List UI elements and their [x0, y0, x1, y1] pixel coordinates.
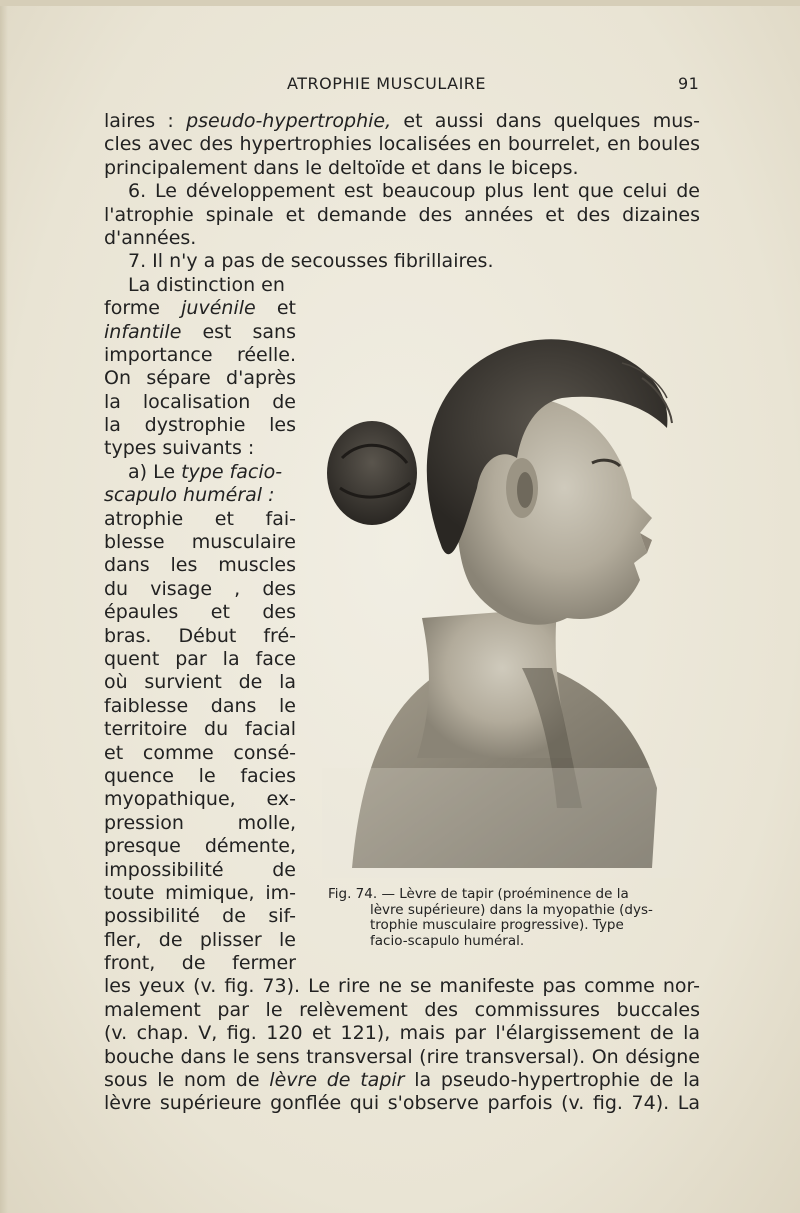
text-line: les yeux (v. fig. 73). Le rire ne se manifeste pas comme nor- — [104, 975, 700, 998]
page-edge-shadow — [0, 0, 8, 1213]
text-line: La distinction en — [128, 273, 285, 296]
text-line: cles avec des hypertrophies localisées en bourrelet, en boules — [104, 133, 700, 156]
caption-line: lèvre supérieure) dans la myopathie (dys- — [370, 901, 653, 918]
text-line: scapulo huméral : — [104, 484, 275, 507]
text-line: presque démente, — [104, 835, 296, 858]
text-line: quent par la face — [104, 647, 296, 670]
text-line: sous le nom de lèvre de tapir la pseudo-hypertrophie de la — [104, 1069, 700, 1092]
text-line: possibilité de sif- — [104, 905, 296, 928]
text-line: la dystrophie les — [104, 414, 296, 437]
caption-line: trophie musculaire progressive). Type — [370, 917, 624, 933]
text-line: front, de fermer — [104, 952, 296, 975]
text-line: impossibilité de — [104, 858, 296, 881]
text-line: et comme consé- — [104, 741, 296, 764]
text-line: myopathique, ex- — [104, 788, 296, 811]
text-line: fler, de plisser le — [104, 928, 296, 951]
text-line: forme juvénile et — [104, 297, 296, 320]
text-line: territoire du facial — [104, 718, 296, 741]
text-line: épaules et des — [104, 601, 296, 624]
text-line: atrophie et fai- — [104, 507, 296, 530]
text-line: pression molle, — [104, 811, 296, 834]
text-line: la localisation de — [104, 390, 296, 413]
page-header — [0, 74, 800, 98]
text-line: où survient de la — [104, 671, 296, 694]
text-line: bouche dans le sens transversal (rire transversal). On désigne — [104, 1045, 700, 1068]
running-title: ATROPHIE MUSCULAIRE — [287, 74, 487, 93]
patient-profile-illustration — [322, 288, 700, 878]
text-line: d'années. — [104, 226, 197, 249]
caption-line: facio-scapulo huméral. — [370, 932, 525, 949]
text-line: l'atrophie spinale et demande des années et des dizaines — [104, 203, 700, 226]
page-number: 91 — [678, 74, 700, 93]
text-line: principalement dans le deltoïde et dans le biceps. — [104, 156, 579, 179]
text-line: laires : pseudo-hypertrophie, et aussi dans quelques mus- — [104, 110, 700, 132]
text-line: faiblesse dans le — [104, 694, 296, 717]
text-line: types suivants : — [104, 437, 255, 460]
text-line: du visage , des — [104, 577, 296, 600]
text-line: importance réelle. — [104, 343, 296, 366]
text-line: a) Le type facio- — [128, 460, 283, 483]
text-line: 6. Le développement est beaucoup plus lent que celui de — [128, 180, 700, 203]
text-line: bras. Début fré- — [104, 624, 296, 647]
page-top-edge — [0, 0, 800, 6]
text-line: dans les muscles — [104, 554, 296, 577]
text-line: lèvre supérieure gonflée qui s'observe parfois (v. fig. 74). La — [104, 1092, 700, 1115]
text-line: infantile est sans — [104, 320, 296, 343]
text-line: On sépare d'après — [104, 367, 296, 390]
text-line: 7. Il n'y a pas de secousses fibrillaires. — [128, 250, 494, 273]
text-line: (v. chap. V, fig. 120 et 121), mais par l'élargissement de la — [104, 1022, 700, 1045]
caption-line: Fig. 74. — Lèvre de tapir (proéminence de la — [328, 886, 629, 902]
text-line: malement par le relèvement des commissures buccales — [104, 998, 700, 1021]
text-line: blesse musculaire — [104, 531, 296, 554]
text-line: quence le facies — [104, 764, 296, 787]
figure-photograph — [322, 288, 700, 878]
figure-caption — [328, 887, 700, 949]
text-line: toute mimique, im- — [104, 881, 296, 904]
